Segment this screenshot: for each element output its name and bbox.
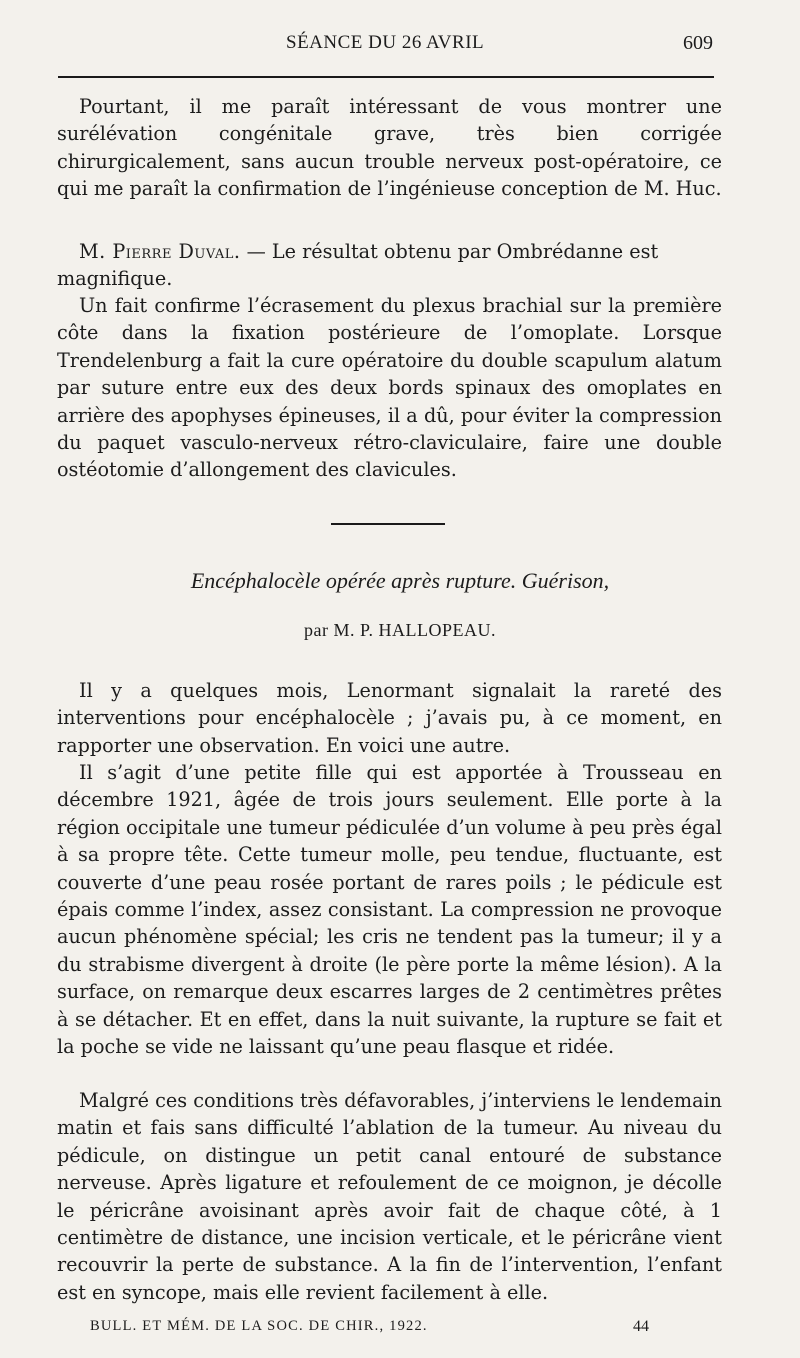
paragraph-magnifique: magnifique. (57, 267, 173, 290)
speaker-name: M. Pierre Duval. (79, 240, 241, 263)
header-rule (58, 76, 714, 78)
section-divider (331, 523, 445, 525)
page-number: 609 (683, 32, 713, 54)
paragraph-lenormant: Il y a quelques mois, Lenormant signalait la rareté des interventions pour encéphalocèle ; j’avais pu, à ce moment, en rapporter une observation. En voici une autre. (57, 679, 722, 757)
paragraph-case-description: Il s’agit d’une petite fille qui est apportée à Trousseau en décembre 1921, âgée de trois jours seulement. Elle porte à la région occipitale une tumeur pédiculée d’un volume à peu près égal à sa propre tête. Cette tumeur molle, peu tendue, fluctuante, est couverte d’une peau rosée portant de rares poils ; le pédicule est épais comme l’index, assez consistant. La compression ne provoque aucun phénomène spécial; les cris ne tendent pas la tumeur; il y a du strabisme divergent à droite (le père porte la même lésion). A la surface, on remarque deux escarres larges de 2 centimètres prêtes à se détacher. Et en effet, dans la nuit suivante, la rupture se fait et la poche se vide ne laissant qu’une peau flasque et ridée. (57, 761, 722, 1059)
page-footer (0, 1318, 800, 1342)
speaker-statement: — Le résultat obtenu par Ombrédanne est (240, 240, 659, 263)
paragraph-trendelenburg: Un fait confirme l’écrasement du plexus brachial sur la première côte dans la fixation postérieure de l’omoplate. Lorsque Trendelenburg a fait la cure opératoire du double scapulum alatum par suture entre eux des deux bords spinaux des omoplates en arrière des apophyses épineuses, il a dû, pour éviter la compression du paquet vasculo-nerveux rétro-claviculaire, faire une double ostéotomie d’allongement des clavicules. (57, 294, 722, 482)
paragraph-duval (57, 238, 722, 265)
running-head (0, 32, 800, 62)
running-head-title: SÉANCE DU 26 AVRIL (286, 32, 485, 53)
article-title: Encéphalocèle opérée après rupture. Guérison, (190, 568, 610, 593)
journal-footer: BULL. ET MÉM. DE LA SOC. DE CHIR., 1922. (90, 1318, 428, 1334)
article-byline: par M. P. HALLOPEAU. (304, 620, 496, 640)
paragraph-operation: Malgré ces conditions très défavorables, j’interviens le lendemain matin et fais sans difficulté l’ablation de la tumeur. Au niveau du pédicule, on distingue un petit canal entouré de substance nerveuse. Après ligature et refoulement de ce moignon, je décolle le péricrâne avoisinant après avoir fait de chaque côté, à 1 centimètre de distance, une incision verticale, et le péricrâne vient recouvrir la perte de substance. A la fin de l’intervention, l’enfant est en syncope, mais elle revient facilement à elle. (57, 1089, 722, 1304)
signature-mark: 44 (633, 1318, 649, 1335)
paragraph-pourtant: Pourtant, il me paraît intéressant de vous montrer une surélévation congénitale grave, très bien corrigée chirurgicalement, sans aucun trouble nerveux post-opératoire, ce qui me paraît la confirmation de l’ingénieuse conception de M. Huc. (57, 95, 722, 201)
